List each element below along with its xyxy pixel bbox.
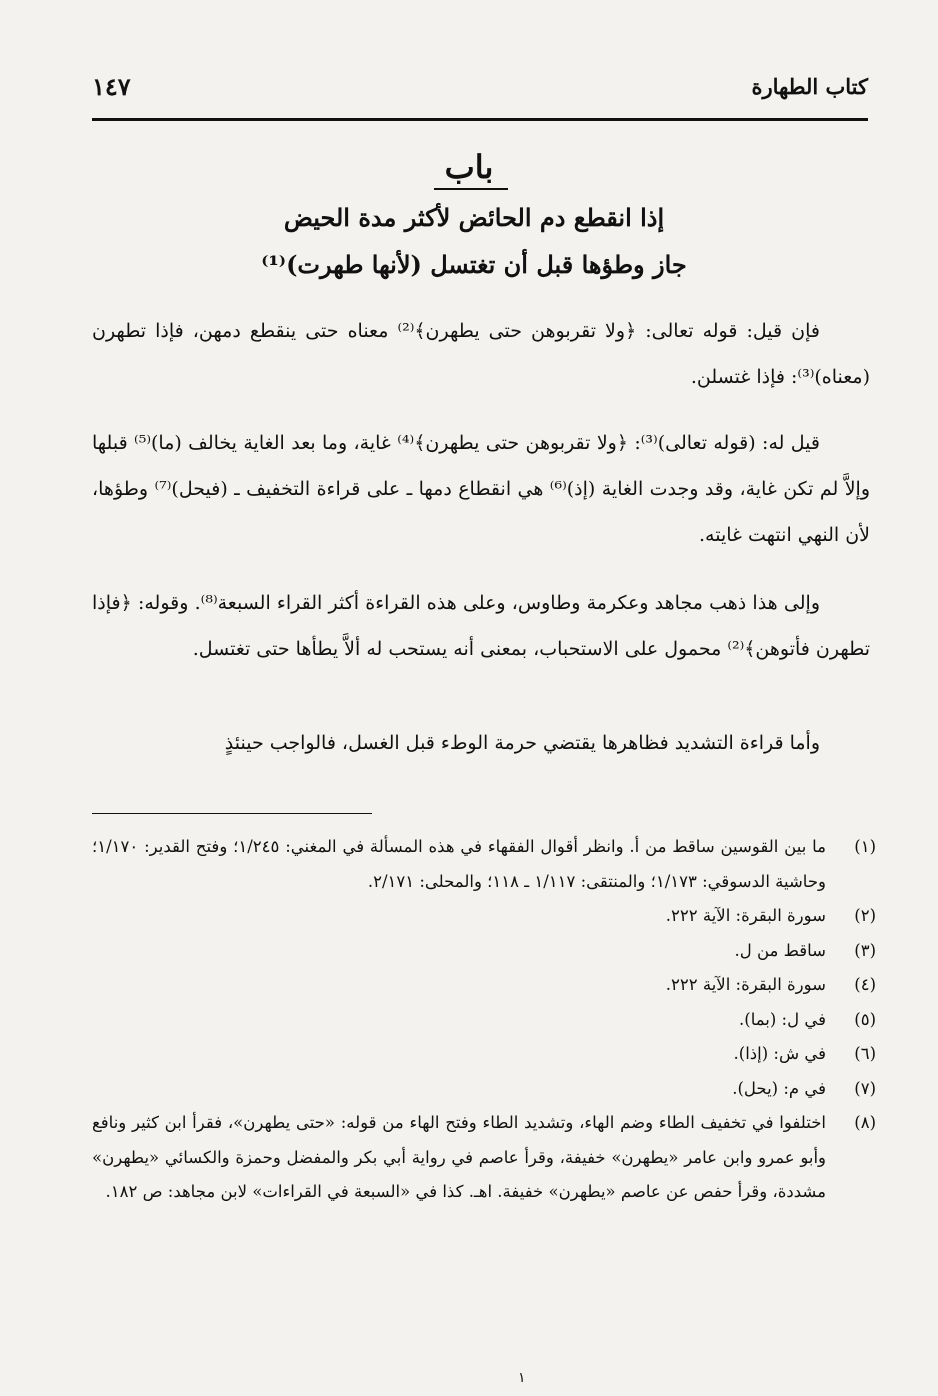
footnote-number: (٦) [854,1044,876,1063]
footnote-text: ما بين القوسين ساقط من أ. وانظر أقوال الفقهاء في هذه المسألة في المغني: ١/٢٤٥؛ وفتح القدير: ١/١٧٠؛ وحاشية الدسوقي: ١/١٧٣؛ والمنتقى: ١/١١٧ ـ ١١٨؛ والمحلى: ٢/١٧١. [92,837,826,891]
body-paragraph: فإن قيل: قوله تعالى: ﴿ولا تقربوهن حتى يطهرن﴾⁽²⁾ معناه حتى ينقطع دمهن، فإذا تطهرن (معناه)⁽³⁾: فإذا غتسلن. [92,320,870,388]
footnote-number: (٢) [854,906,876,925]
footnotes [92,830,876,1210]
footnote-text: اختلفوا في تخفيف الطاء وضم الهاء، وتشديد الطاء وفتح الهاء من قوله: «حتى يطهرن»، فقرأ ابن كثير ونافع وأبو عمرو وابن عامر «يطهرن» خفيفة، وقرأ عاصم في رواية أبي بكر والمفضل وحمزة والكسائي «يطهرن» مشددة، وقرأ حفص عن عاصم «يطهرن» خفيفة. اهـ. كذا في «السبعة في القراءات» لابن مجاهد: ص ١٨٢. [92,1113,826,1201]
footnote-item [92,1037,876,1072]
footnote-number: (٨) [854,1113,876,1132]
footnote-item [92,1003,876,1038]
footnote-text: سورة البقرة: الآية ٢٢٢. [665,975,826,994]
footnote-text: في م: (يحل). [732,1078,826,1098]
footnote-number: (١) [854,837,876,856]
footnote-number: (٧) [854,1078,876,1098]
running-title: كتاب الطهارة [751,74,868,99]
footnote-item [92,1072,876,1107]
page-number: ١٤٧ [92,72,131,101]
footnote-item [92,1106,876,1210]
footnote-text: ساقط من ل. [734,940,826,960]
footnote-text: سورة البقرة: الآية ٢٢٢. [665,906,826,925]
footnote-item [92,968,876,1003]
header-rule [92,118,868,121]
footnote-item [92,899,876,934]
footnote-item [92,830,876,899]
footnote-text: في ش: (إذا). [733,1044,826,1063]
bottom-mark: ١ [518,1370,526,1386]
chapter-label: باب [444,148,494,186]
footnote-number: (٣) [854,940,876,960]
footnote-text: في ل: (بما). [739,1009,826,1029]
chapter-heading-line-1: إذا انقطع دم الحائض لأكثر مدة الحيض [283,203,665,232]
footnote-separator [92,813,372,814]
body-paragraph: وأما قراءة التشديد فظاهرها يقتضي حرمة الوطء قبل الغسل، فالواجب حينئذٍ [224,732,820,754]
body-paragraph: وإلى هذا ذهب مجاهد وعكرمة وطاوس، وعلى هذه القراءة أكثر القراء السبعة⁽⁸⁾. وقوله: ﴿فإذا تطهرن فأتوهن﴾⁽²⁾ محمول على الاستحباب، بمعنى أنه يستحب له ألاَّ يطأها حتى تغتسل. [92,592,870,660]
footnote-number: (٥) [854,1009,876,1029]
chapter-ornament [434,188,508,190]
footnote-item [92,934,876,969]
chapter-heading-line-2: جاز وطؤها قبل أن تغتسل (لأنها طهرت)⁽¹⁾ [261,250,687,279]
body-paragraph: قيل له: (قوله تعالى)⁽³⁾: ﴿ولا تقربوهن حتى يطهرن﴾⁽⁴⁾ غاية، وما بعد الغاية يخالف (ما)⁽⁵⁾ قبلها وإلاَّ لم تكن غاية، وقد وجدت الغاية (إذ)⁽⁶⁾ هي انقطاع دمها ـ على قراءة التخفيف ـ (فيحل)⁽⁷⁾ وطؤها، لأن النهي انتهت غايته. [92,432,871,546]
footnote-number: (٤) [854,975,876,994]
